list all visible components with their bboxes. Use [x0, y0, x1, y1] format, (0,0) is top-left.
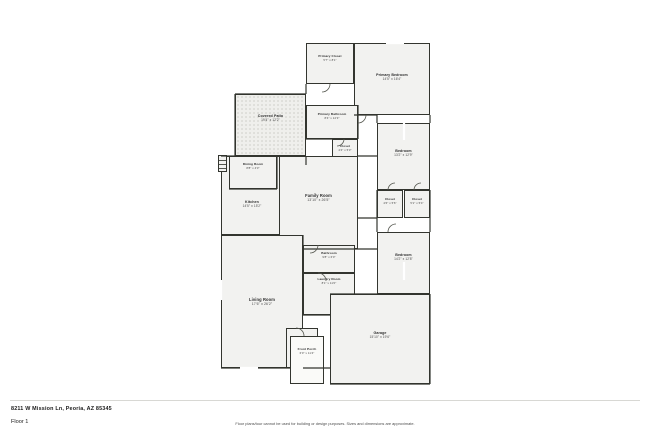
room-dims: 14'5" x 16'4"	[382, 77, 402, 82]
room-dims: 8'4" x 12'3"	[324, 115, 340, 120]
footer-divider	[10, 400, 640, 401]
disclaimer-text: Floor plans/tour cannot be used for building or design purposes. Sizes and dimensions are approximate.	[235, 421, 415, 426]
room-dims: 4'6" x 5'6"	[383, 200, 397, 205]
room-name: Laundry Room	[317, 277, 341, 281]
room-dims: 6'0" x 11'4"	[299, 350, 315, 355]
room-name: Bathroom	[321, 251, 337, 255]
property-address: 8211 W Mission Ln, Peoria, AZ 85345	[11, 406, 112, 412]
room-dims: 14'2" x 12'8"	[394, 257, 413, 262]
room-dims: 19'4" x 12'2"	[261, 118, 280, 123]
room-dims: 13'2" x 12'9"	[394, 153, 413, 158]
room-dims: 17'6" x 26'2"	[251, 302, 273, 307]
room-dims: 14'5" x 15'2"	[242, 204, 262, 209]
room-name: Kitchen	[245, 200, 259, 204]
room-name: Closet	[384, 197, 396, 201]
room-name: Garage	[373, 331, 387, 335]
room-name: Covered Patio	[257, 114, 284, 118]
room-name: Closet	[339, 144, 351, 148]
room-name: Primary Closet	[318, 54, 342, 58]
room-name: Bedroom	[395, 149, 412, 153]
room-dims: 8'1" x 11'0"	[321, 280, 337, 285]
room-dims: 15'10" x 19'6"	[369, 335, 391, 340]
room-name: Family Room	[305, 193, 332, 198]
room-dims: 8'8" x 4'3"	[246, 165, 260, 170]
floor-label: Floor 1	[11, 419, 29, 425]
room-dims: 9'8" x 6'0"	[322, 254, 336, 259]
room-dims: 5'7" x 8'1"	[323, 57, 337, 62]
room-name: Dining Room	[242, 162, 264, 166]
room-name: Closet	[411, 197, 423, 201]
room-name: Living Room	[249, 297, 275, 302]
room-dims: 13'10" x 26'5"	[307, 198, 330, 203]
room-name: Primary Bathroom	[317, 112, 347, 116]
room-name: Front Porch	[297, 347, 317, 351]
footer	[0, 400, 650, 434]
room-dims: 5'1" x 5'4"	[410, 200, 424, 205]
room-name: Primary Bedroom	[376, 73, 408, 77]
room-dims: 4'4" x 5'3"	[338, 147, 352, 152]
room-name: Bedroom	[395, 253, 412, 257]
